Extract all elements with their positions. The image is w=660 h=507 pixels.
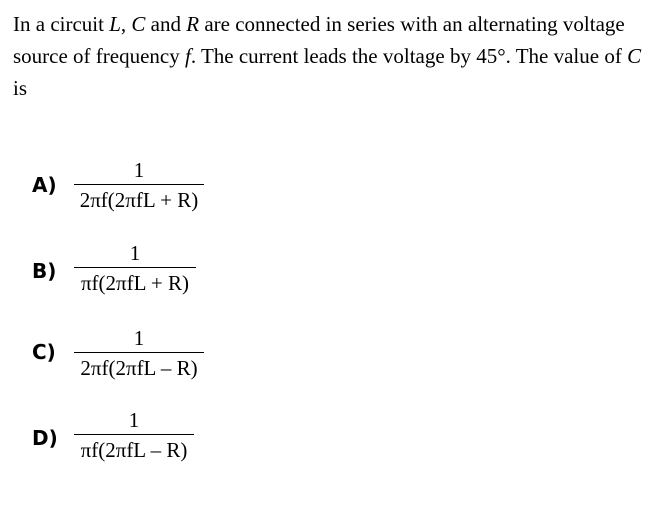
option-d-denominator: πf(2πfL – R): [80, 438, 188, 462]
option-d-label: D): [32, 426, 58, 450]
option-c-fraction: [74, 326, 204, 381]
option-b-numerator: 1: [129, 241, 141, 265]
option-a-label: A): [32, 173, 57, 197]
option-b-denominator: πf(2πfL + R): [80, 271, 190, 295]
option-c-denominator: 2πf(2πfL – R): [80, 356, 198, 380]
option-b-fraction: [74, 241, 196, 296]
option-c-numerator: 1: [133, 326, 145, 350]
option-b-label: B): [32, 259, 57, 283]
option-a-fraction: [74, 158, 204, 213]
option-d-numerator: 1: [128, 408, 140, 432]
option-d-fraction: [74, 408, 194, 463]
option-a-numerator: 1: [133, 158, 145, 182]
option-c-label: C): [32, 340, 56, 364]
question-text: In a circuit L, C and R are connected in series with an alternating voltage source of frequency f. The current leads the voltage by 45°. The value of C is: [13, 12, 642, 100]
option-a-denominator: 2πf(2πfL + R): [79, 188, 199, 212]
